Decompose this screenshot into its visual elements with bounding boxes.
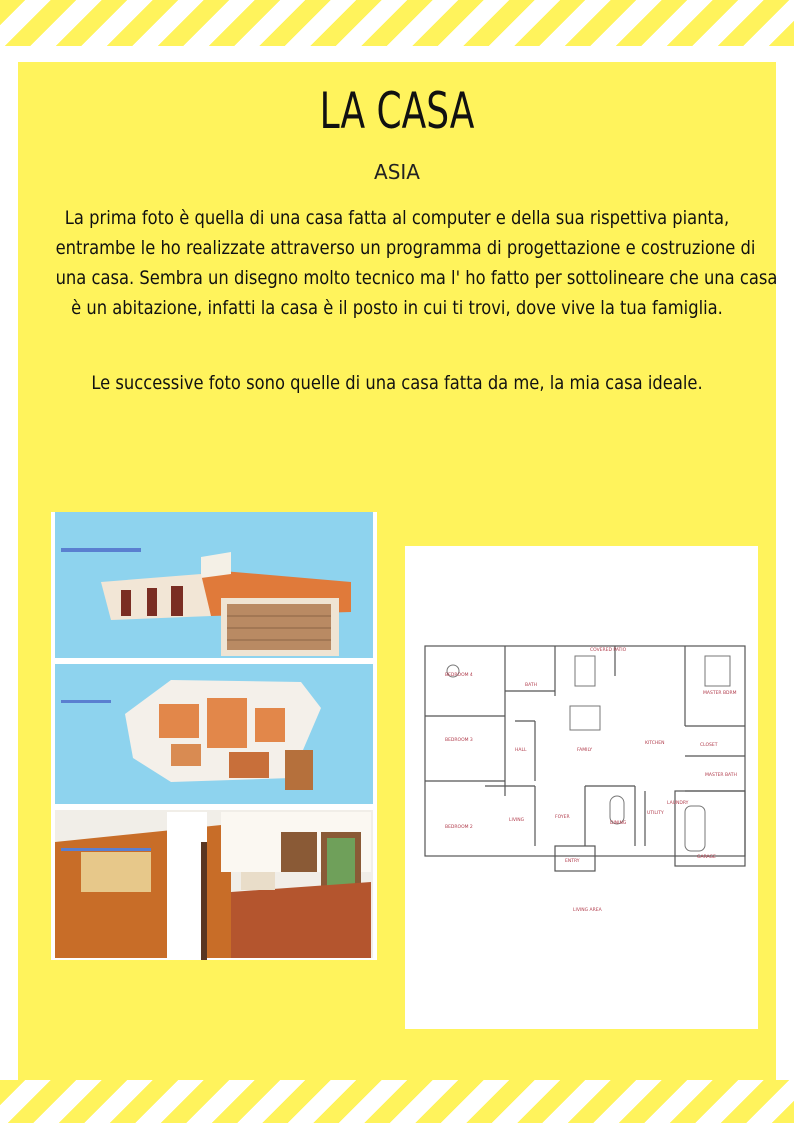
paragraph-line: è un abitazione, infatti la casa è il posto in cui ti trovi, dove vive la tua famiglia. bbox=[71, 297, 723, 319]
label-bedroom4: BEDROOM 4 bbox=[445, 673, 473, 678]
label-bath: BATH bbox=[525, 683, 537, 688]
second-paragraph bbox=[0, 368, 794, 398]
paragraph-line: entrambe le ho realizzate attraverso un programma di progettazione e costruzione di bbox=[55, 237, 756, 259]
label-bedroom3: BEDROOM 3 bbox=[445, 738, 473, 743]
top-stripe-border bbox=[0, 0, 794, 46]
label-kitchen: KITCHEN bbox=[645, 741, 665, 746]
paragraph-line: Le successive foto sono quelle di una casa fatta da me, la mia casa ideale. bbox=[91, 372, 703, 394]
label-family: FAMILY bbox=[577, 748, 593, 753]
paragraph-line: La prima foto è quella di una casa fatta al computer e della sua rispettiva pianta, bbox=[64, 207, 730, 229]
label-foyer: FOYER bbox=[555, 815, 570, 820]
label-bedroom2: BEDROOM 2 bbox=[445, 825, 473, 830]
label-garage: GARAGE bbox=[697, 855, 716, 860]
floor-plan-image bbox=[405, 546, 758, 1029]
label-entry: ENTRY bbox=[565, 859, 580, 864]
label-closet: CLOSET bbox=[700, 743, 718, 748]
label-covered-patio: COVERED PATIO bbox=[590, 648, 627, 653]
label-master-bath: MASTER BATH bbox=[705, 773, 737, 778]
paragraph-line: una casa. Sembra un disegno molto tecnico ma l' ho fatto per sottolineare che una casa bbox=[55, 267, 778, 289]
label-utility: UTILITY bbox=[647, 811, 664, 816]
label-laundry: LAUNDRY bbox=[667, 801, 689, 806]
house-3d-collage-image bbox=[51, 512, 377, 960]
label-living-area: LIVING AREA bbox=[573, 908, 602, 913]
description-paragraph bbox=[0, 203, 794, 323]
label-living: LIVING bbox=[509, 818, 525, 823]
page-title: LA CASA bbox=[319, 82, 475, 140]
label-dining: DINING bbox=[610, 821, 627, 826]
page-subtitle: ASIA bbox=[374, 160, 420, 184]
label-master-bdrm: MASTER BDRM bbox=[703, 691, 737, 696]
bottom-stripe-border bbox=[0, 1080, 794, 1123]
label-hall: HALL bbox=[515, 748, 527, 753]
